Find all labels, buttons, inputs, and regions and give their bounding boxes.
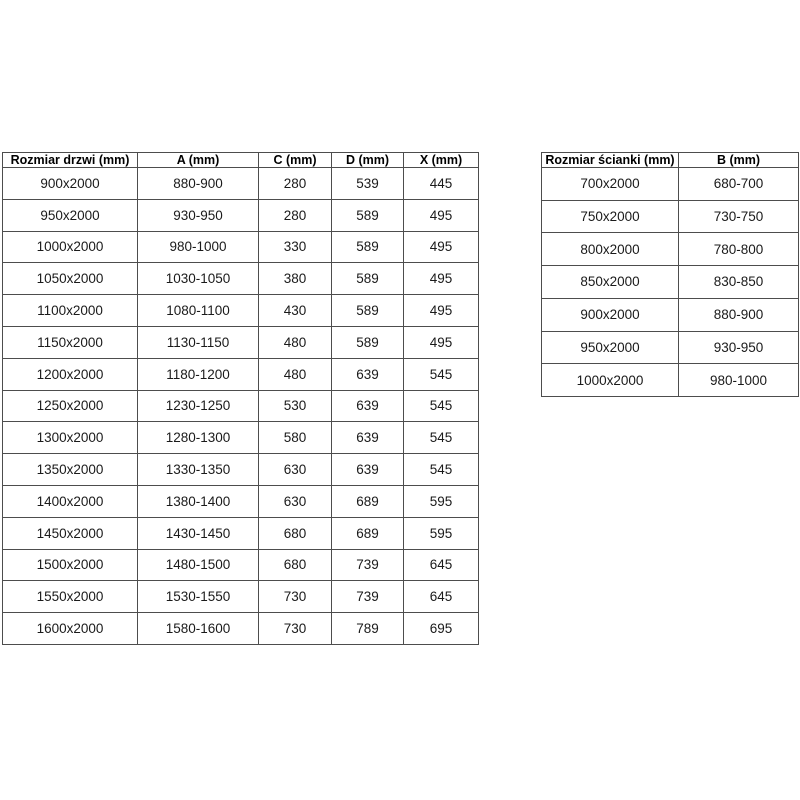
data-cell: 495: [404, 231, 479, 263]
data-cell: 589: [332, 295, 404, 327]
data-cell: 1400x2000: [3, 485, 138, 517]
data-cell: 1600x2000: [3, 613, 138, 645]
data-cell: 1550x2000: [3, 581, 138, 613]
data-cell: 739: [332, 549, 404, 581]
data-cell: 1580-1600: [138, 613, 259, 645]
data-cell: 1350x2000: [3, 454, 138, 486]
data-cell: 1050x2000: [3, 263, 138, 295]
wall-size-table-body: [542, 168, 799, 397]
data-cell: 730: [259, 581, 332, 613]
table-row: [3, 581, 479, 613]
data-cell: 1000x2000: [3, 231, 138, 263]
data-cell: 639: [332, 390, 404, 422]
header-cell: Rozmiar ścianki (mm): [542, 153, 679, 168]
data-cell: 980-1000: [679, 364, 799, 397]
data-cell: 639: [332, 358, 404, 390]
header-row: [3, 153, 479, 168]
header-cell: D (mm): [332, 153, 404, 168]
data-cell: 495: [404, 295, 479, 327]
data-cell: 1130-1150: [138, 326, 259, 358]
data-cell: 589: [332, 326, 404, 358]
data-cell: 680-700: [679, 168, 799, 201]
data-cell: 880-900: [679, 298, 799, 331]
data-cell: 880-900: [138, 168, 259, 200]
data-cell: 539: [332, 168, 404, 200]
data-cell: 589: [332, 263, 404, 295]
data-cell: 680: [259, 549, 332, 581]
data-cell: 830-850: [679, 266, 799, 299]
table-row: [3, 454, 479, 486]
table-row: [542, 266, 799, 299]
data-cell: 930-950: [138, 199, 259, 231]
table-row: [3, 390, 479, 422]
table-row: [3, 326, 479, 358]
table-row: [3, 358, 479, 390]
data-cell: 930-950: [679, 331, 799, 364]
data-cell: 630: [259, 454, 332, 486]
data-cell: 1200x2000: [3, 358, 138, 390]
data-cell: 950x2000: [3, 199, 138, 231]
data-cell: 480: [259, 358, 332, 390]
data-cell: 980-1000: [138, 231, 259, 263]
data-cell: 645: [404, 549, 479, 581]
table-row: [3, 485, 479, 517]
data-cell: 730-750: [679, 200, 799, 233]
data-cell: 430: [259, 295, 332, 327]
table-row: [3, 199, 479, 231]
data-cell: 689: [332, 485, 404, 517]
data-cell: 589: [332, 231, 404, 263]
door-size-table-container: [2, 152, 478, 645]
data-cell: 730: [259, 613, 332, 645]
data-cell: 800x2000: [542, 233, 679, 266]
data-cell: 1230-1250: [138, 390, 259, 422]
data-cell: 545: [404, 422, 479, 454]
data-cell: 495: [404, 199, 479, 231]
data-cell: 495: [404, 326, 479, 358]
table-row: [542, 168, 799, 201]
data-cell: 639: [332, 454, 404, 486]
data-cell: 380: [259, 263, 332, 295]
data-cell: 900x2000: [542, 298, 679, 331]
header-cell: B (mm): [679, 153, 799, 168]
table-row: [3, 613, 479, 645]
data-cell: 530: [259, 390, 332, 422]
header-row: [542, 153, 799, 168]
data-cell: 1450x2000: [3, 517, 138, 549]
data-cell: 1080-1100: [138, 295, 259, 327]
header-cell: C (mm): [259, 153, 332, 168]
data-cell: 1430-1450: [138, 517, 259, 549]
data-cell: 680: [259, 517, 332, 549]
data-cell: 900x2000: [3, 168, 138, 200]
table-row: [542, 331, 799, 364]
data-cell: 700x2000: [542, 168, 679, 201]
data-cell: 750x2000: [542, 200, 679, 233]
table-row: [3, 263, 479, 295]
data-cell: 1100x2000: [3, 295, 138, 327]
data-cell: 495: [404, 263, 479, 295]
data-cell: 695: [404, 613, 479, 645]
data-cell: 1500x2000: [3, 549, 138, 581]
table-row: [542, 298, 799, 331]
header-cell: Rozmiar drzwi (mm): [3, 153, 138, 168]
table-row: [542, 364, 799, 397]
data-cell: 1480-1500: [138, 549, 259, 581]
wall-size-table: [541, 152, 799, 397]
data-cell: 645: [404, 581, 479, 613]
data-cell: 595: [404, 485, 479, 517]
wall-size-table-head: [542, 153, 799, 168]
data-cell: 630: [259, 485, 332, 517]
table-row: [542, 200, 799, 233]
data-cell: 545: [404, 454, 479, 486]
data-cell: 1000x2000: [542, 364, 679, 397]
data-cell: 739: [332, 581, 404, 613]
data-cell: 1380-1400: [138, 485, 259, 517]
header-cell: X (mm): [404, 153, 479, 168]
data-cell: 595: [404, 517, 479, 549]
data-cell: 689: [332, 517, 404, 549]
data-cell: 280: [259, 168, 332, 200]
data-cell: 1330-1350: [138, 454, 259, 486]
data-cell: 580: [259, 422, 332, 454]
data-cell: 280: [259, 199, 332, 231]
door-size-table: [2, 152, 479, 645]
data-cell: 780-800: [679, 233, 799, 266]
data-cell: 1150x2000: [3, 326, 138, 358]
table-row: [3, 295, 479, 327]
door-size-table-head: [3, 153, 479, 168]
table-row: [3, 168, 479, 200]
data-cell: 639: [332, 422, 404, 454]
table-row: [3, 231, 479, 263]
data-cell: 545: [404, 358, 479, 390]
data-cell: 1030-1050: [138, 263, 259, 295]
data-cell: 1530-1550: [138, 581, 259, 613]
data-cell: 1280-1300: [138, 422, 259, 454]
table-row: [3, 422, 479, 454]
door-size-table-body: [3, 168, 479, 645]
header-cell: A (mm): [138, 153, 259, 168]
data-cell: 445: [404, 168, 479, 200]
data-cell: 1180-1200: [138, 358, 259, 390]
table-row: [3, 517, 479, 549]
data-cell: 950x2000: [542, 331, 679, 364]
data-cell: 545: [404, 390, 479, 422]
data-cell: 589: [332, 199, 404, 231]
table-row: [542, 233, 799, 266]
data-cell: 1300x2000: [3, 422, 138, 454]
data-cell: 850x2000: [542, 266, 679, 299]
data-cell: 480: [259, 326, 332, 358]
data-cell: 789: [332, 613, 404, 645]
data-cell: 330: [259, 231, 332, 263]
wall-size-table-container: [541, 152, 798, 397]
table-row: [3, 549, 479, 581]
data-cell: 1250x2000: [3, 390, 138, 422]
